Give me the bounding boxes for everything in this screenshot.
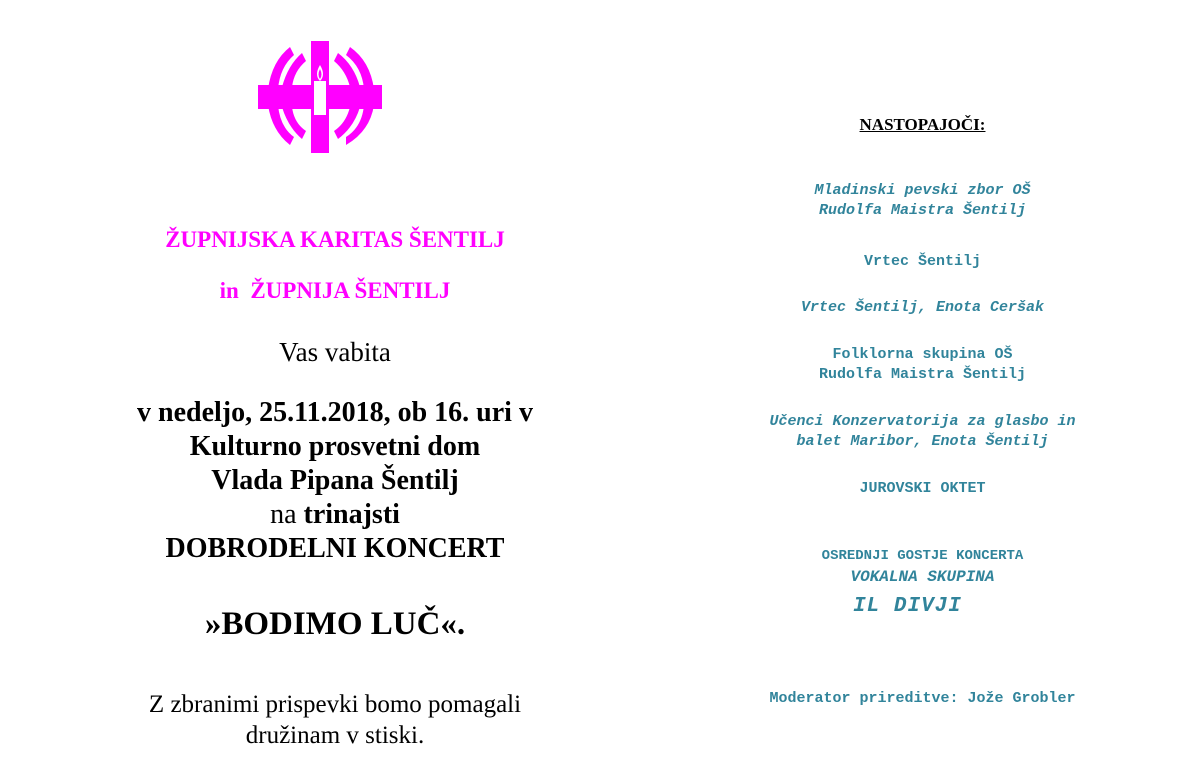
event-edition-word: trinajsti: [303, 499, 400, 530]
organizer-line-2: in ŽUPNIJA ŠENTILJ: [219, 278, 451, 303]
event-edition-line: [60, 498, 610, 532]
performer-line: Rudolfa Maistra Šentilj: [818, 202, 1027, 219]
karitas-cross-logo: [258, 41, 382, 153]
event-details: [60, 396, 610, 566]
performer-line: Učenci Konzervatorija za glasbo in: [769, 413, 1076, 430]
donation-note-line-1: Z zbranimi prispevki bomo pomagali: [148, 691, 522, 718]
main-guests-group-name: IL DIVJI: [853, 595, 962, 618]
performer-line: Mladinski pevski zbor OŠ: [814, 182, 1031, 199]
performer-line: Rudolfa Maistra Šentilj: [818, 366, 1027, 383]
main-guests-label: OSREDNJI GOSTJE KONCERTA: [821, 548, 1024, 564]
event-venue-line: Kulturno prosvetni dom: [189, 431, 481, 462]
organizer-line-1: ŽUPNIJSKA KARITAS ŠENTILJ: [165, 227, 505, 252]
performer-kindergarten-cersak: Vrtec Šentilj, Enota Ceršak: [800, 299, 1045, 316]
invite-text: Vas vabita: [279, 337, 391, 367]
event-venue-name: Vlada Pipana Šentilj: [211, 465, 459, 496]
main-guests-group-type: VOKALNA SKUPINA: [850, 568, 995, 586]
performer-conservatory: [655, 412, 1190, 452]
performer-youth-choir: [655, 181, 1190, 221]
donation-note: [60, 689, 610, 751]
moderator-line: Moderator prireditve: Jože Grobler: [769, 690, 1076, 707]
event-date-line: v nedeljo, 25.11.2018, ob 16. uri v: [137, 397, 533, 428]
performer-kindergarten: Vrtec Šentilj: [863, 253, 982, 270]
performers-heading: NASTOPAJOČI:: [859, 115, 986, 134]
concert-title: »BODIMO LUČ«.: [204, 606, 466, 642]
performer-line: balet Maribor, Enota Šentilj: [796, 433, 1049, 450]
performer-folklore-group: [655, 345, 1190, 385]
performer-line: Folklorna skupina OŠ: [832, 346, 1013, 363]
donation-note-line-2: družinam v stiski.: [245, 722, 425, 749]
event-edition-prefix: na: [270, 499, 304, 530]
event-type-line: DOBRODELNI KONCERT: [165, 533, 505, 564]
performer-octet: JUROVSKI OKTET: [859, 480, 986, 497]
